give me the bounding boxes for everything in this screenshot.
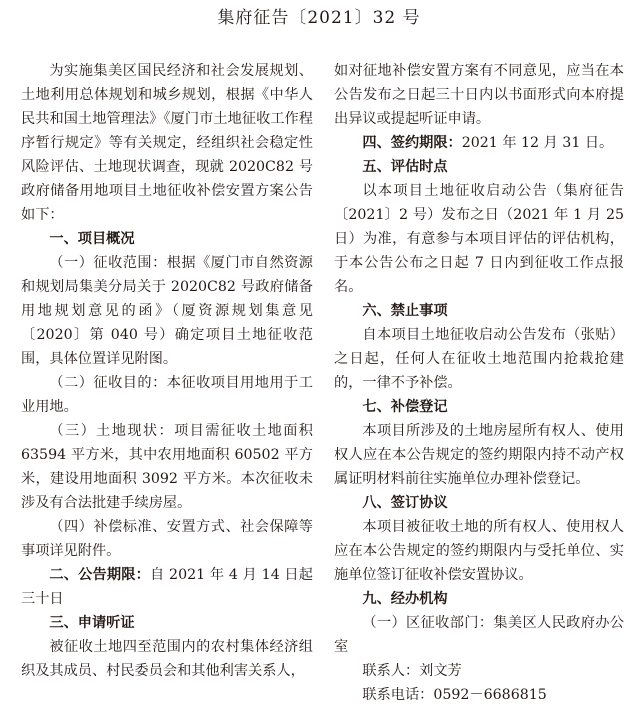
section-9-heading: 九、经办机构	[362, 591, 448, 607]
contact-phone: 联系电话：0592－6686815	[362, 687, 547, 703]
section-6-heading: 六、禁止事项	[362, 303, 448, 319]
section-3-heading: 三、申请听证	[49, 615, 135, 631]
section-7-heading: 七、补偿登记	[362, 399, 448, 415]
section-1-item-3: （三）土地现状：项目需征收土地面积 63594 平方米，其中农用地面积 60502 平方米，建设用地面积 3092 平方米。本次征收未涉及有合法批建手续房屋。	[21, 423, 313, 511]
section-5-heading: 五、评估时点	[362, 159, 448, 175]
section-1-item-4: （四）补偿标准、安置方式、社会保障等事项详见附件。	[21, 519, 313, 559]
section-9-item-1: （一）区征收部门：集美区人民政府办公室	[334, 615, 624, 655]
right-column	[334, 59, 624, 707]
section-2-text: 自 2021 年 4 月 14 日起三十日	[21, 567, 313, 607]
section-6-paragraph: 自本项目土地征收启动公告发布（张贴）之日起，任何人在征收土地范围内抢栽抢建的，一律不予补偿。	[334, 327, 624, 391]
section-1-item-1: （一）征收范围：根据《厦门市自然资源和规划局集美分局关于 2020C82 号政府储备用地规划意见的函》（厦资源规划集意见〔2020〕第 040 号）确定项目土地征收范围，具体位置详见附图。	[21, 255, 313, 367]
section-7-paragraph: 本项目所涉及的土地房屋所有权人、使用权人应在本公告规定的签约期限内持不动产权属证明材料前往实施单位办理补偿登记。	[334, 423, 624, 487]
section-3-paragraph: 被征收土地四至范围内的农村集体经济组织及其成员、村民委员会和其他利害关系人，	[21, 639, 313, 679]
section-4-title: 四、签约期限：	[362, 135, 462, 151]
left-column	[21, 59, 313, 683]
section-2-title: 二、公告期限：	[49, 567, 150, 583]
contact-person: 联系人：刘文芳	[362, 663, 462, 679]
section-3-continuation: 如对征地补偿安置方案有不同意见，应当在本公告发布之日起三十日内以书面形式向本府提出异议或提起听证申请。	[334, 63, 624, 127]
section-4-heading	[334, 131, 624, 155]
section-1-item-2: （二）征收目的：本征收项目用地用于工业用地。	[21, 375, 313, 415]
section-8-paragraph: 本项目被征收土地的所有权人、使用权人应在本公告规定的签约期限内与受托单位、实施单位签订征收补偿安置协议。	[334, 519, 624, 583]
section-1-heading: 一、项目概况	[49, 231, 135, 247]
intro-paragraph: 为实施集美区国民经济和社会发展规划、土地利用总体规划和城乡规划，根据《中华人民共和国土地管理法》《厦门市土地征收工作程序暂行规定》等有关规定，经组织社会稳定性风险评估、土地现状调查，现就 2020C82 号政府储备用地项目土地征收补偿安置方案公告如下：	[21, 63, 313, 223]
document-number: 集府征告〔2021〕32 号	[217, 8, 421, 28]
section-5-paragraph: 以本项目土地征收启动公告（集府征告〔2021〕2 号）发布之日（2021 年 1 月 25 日）为准，有意参与本项目评估的评估机构，于本公告公布之日起 7 日内到征收工作点报名。	[334, 183, 624, 295]
section-4-text: 2021 年 12 月 31 日。	[461, 135, 614, 151]
section-8-heading: 八、签订协议	[362, 495, 448, 511]
section-2-heading	[21, 563, 313, 611]
